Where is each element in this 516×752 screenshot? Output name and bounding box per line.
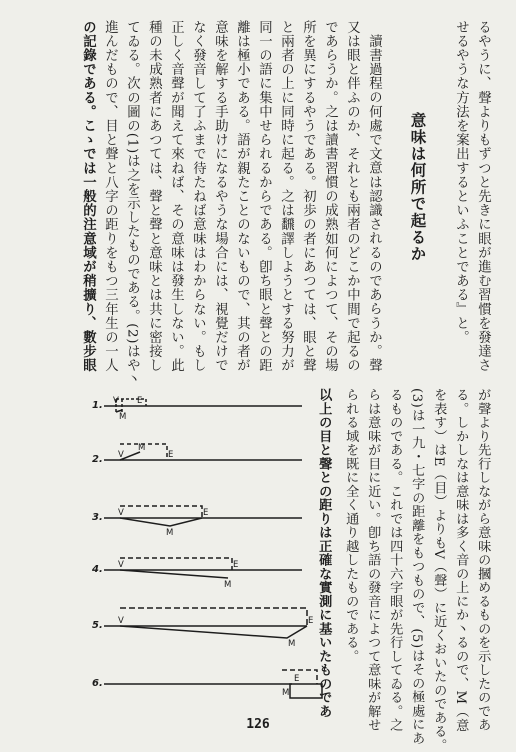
text-column: 以上の目と聲との距りは正確な實測に基いたものであ <box>316 388 332 718</box>
text-column: 同一の語に集中せられるからである。卽ち眼と聲との距 <box>256 20 272 373</box>
text-column: るやうに、聲よりもずつと先きに眼が進む習慣を發達さ <box>475 20 491 373</box>
diagram-span-bracket <box>120 608 307 626</box>
text-column: られる域を既に全く通り越したものである。 <box>343 388 359 663</box>
diagram-span-bracket <box>282 670 317 684</box>
text-column: せるやうな方法を案出するといふことである』と。 <box>453 20 469 345</box>
diagram-label-e: E <box>168 450 174 460</box>
diagram-label-m: M <box>119 412 127 422</box>
diagram-row-5 <box>104 608 307 638</box>
text-column: (3)は一九・七字の距離をもつもので、(5)はその極處にあ <box>409 388 425 745</box>
text-column: る。しかしなは意味は多く音の上にか丶るので、M（意 <box>453 388 469 733</box>
text-column: 讀書過程の何處で文意は認識されるのであらうか。聲 <box>366 34 382 373</box>
text-column: と兩者の上に同時に起る。之は飜譯しようとする努力が <box>278 20 294 373</box>
diagram-label-v: V <box>118 450 124 460</box>
diagram-row-number: 4. <box>92 564 103 575</box>
diagram-label-m: M <box>224 580 232 590</box>
diagram-label-e: E <box>233 560 239 570</box>
text-column: 進んだもので、目と聲と八字の距りをもつ三年生の一人 <box>102 20 118 373</box>
text-column: 離は極小である。語が親たことのないもので、其の者が <box>234 20 250 373</box>
text-column: であらうか。之は讀書習慣の成熟如何によつて、その場 <box>322 20 338 373</box>
diagram-label-e: E <box>294 674 300 684</box>
diagram-label-e: E <box>308 616 314 626</box>
diagram-row-number: 1. <box>92 400 103 411</box>
diagram-label-v: V <box>118 508 124 518</box>
text-column: てゐる。次の圖の(1)は之を示したものである。(2)はや丶 <box>124 20 140 387</box>
eye-voice-span-diagram <box>92 388 332 718</box>
diagram-label-v: V <box>118 616 124 626</box>
diagram-label-m: M <box>166 528 174 538</box>
text-column: るものである。これでは四十六字眼が先行してゐる。之 <box>387 388 403 732</box>
text-column: 種の未成熟者にあつては、聲と聲と意味とは共に密接し <box>146 20 162 373</box>
diagram-label-e: E <box>203 508 209 518</box>
diagram-slope-line <box>120 626 307 638</box>
diagram-row-number: 2. <box>92 454 103 465</box>
diagram-label-m: M <box>282 688 290 698</box>
diagram-span-bracket <box>120 506 202 518</box>
page-number: 126 <box>246 717 270 732</box>
text-column: の記錄である。こゝでは一般的注意域が稍擴り、數步眼 <box>80 20 97 373</box>
diagram-row-number: 6. <box>92 678 103 689</box>
diagram-label-m: M <box>288 639 296 649</box>
diagram-row-4 <box>104 558 302 578</box>
diagram-slope-line <box>120 570 228 578</box>
text-column: なく發音して了ふまで待たねば意味はわからない。もし <box>190 20 206 373</box>
diagram-span-bracket <box>120 558 232 570</box>
diagram-slope-line <box>120 518 202 526</box>
diagram-label-m: M <box>138 443 146 453</box>
text-column: を表す）はE（目）よりもV（聲）に近くおいたのである。 <box>431 388 447 752</box>
text-column: らは意味が目に近い。卽ち語の發音によつて意味が解せ <box>365 388 381 732</box>
text-column: 意味を解する手助けになるやうな場合には、視覺だけで <box>212 20 228 373</box>
diagram-row-2 <box>104 444 302 460</box>
diagram-label-v: V <box>118 560 124 570</box>
section-heading: 意味は何所で起るか <box>408 112 428 263</box>
text-column: 所を異にするやうである。初歩の者にあつては、眼と聲 <box>300 20 316 373</box>
text-column: 又は眼と伴ふのか、それとも兩者のどこか中間で起るの <box>344 20 360 373</box>
diagram-label-e: E <box>137 396 143 406</box>
diagram-box <box>290 684 322 698</box>
diagram-row-1 <box>104 399 302 412</box>
diagram-label-v: V <box>113 396 119 406</box>
diagram-row-number: 5. <box>92 620 103 631</box>
text-column: 正しく音聲が聞えて來ねば、その意味は發生しない。此 <box>168 20 184 373</box>
text-column: が聲より先行しながら意味の摑めるものを示したのであ <box>475 388 491 732</box>
diagram-row-number: 3. <box>92 512 103 523</box>
